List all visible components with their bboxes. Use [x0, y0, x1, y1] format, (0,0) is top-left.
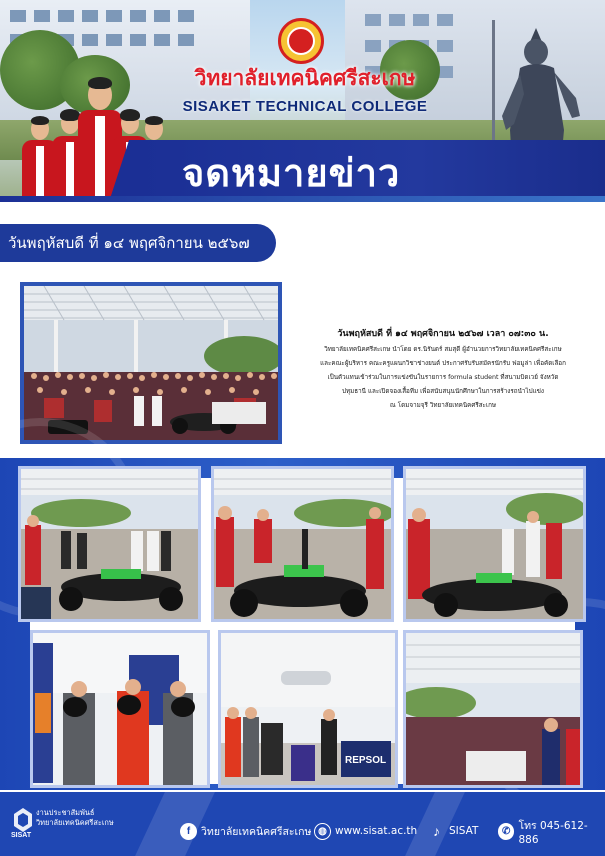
- repsol-banner-text: REPSOL: [345, 755, 387, 766]
- article-body: [288, 343, 598, 413]
- event-photo-1: [18, 466, 201, 622]
- tiktok-icon: ♪: [433, 823, 440, 839]
- phone-label: โทร 045-612-886: [518, 819, 588, 846]
- date-text: วันพฤหัสบดี ที่ ๑๔ พฤศจิกายน ๒๕๖๗: [8, 234, 250, 252]
- event-photo-5: [218, 630, 398, 788]
- event-photo-3: [403, 466, 586, 622]
- tiktok-label: SISAT: [449, 825, 479, 837]
- event-photo-6: [403, 630, 583, 788]
- article-line: ปทุมธานี และเปิดจองเสื้อทีม เพื่อสนับสนุนนักศึกษาในการสร้างรถนำไปแข่ง: [341, 388, 545, 395]
- globe-icon: ◍: [314, 823, 331, 840]
- article-line: เป็นตัวแทนเข้าร่วมในการแข่งขันในรายการ formula student ที่สนามบิดเวย์ จังหวัด: [327, 374, 559, 381]
- footer-brand: SISAT: [11, 832, 32, 839]
- facebook-link[interactable]: [180, 822, 311, 840]
- tiktok-link[interactable]: [428, 822, 478, 840]
- article-headline: วันพฤหัสบดี ที่ ๑๔ พฤศจิกายน ๒๕๖๗ เวลา ๐๗:๓๐ น.: [337, 329, 549, 339]
- article-line: ณ โดมจามจุรี วิทยาลัยเทคนิคศรีสะเกษ: [389, 402, 497, 409]
- phone-link[interactable]: [498, 819, 605, 846]
- dept-line: งานประชาสัมพันธ์: [36, 808, 95, 817]
- college-name-thai: วิทยาลัยเทคนิคศรีสะเกษ: [194, 66, 416, 90]
- website-link[interactable]: [314, 822, 417, 840]
- date-label: [0, 224, 276, 262]
- article-line: วิทยาลัยเทคนิคศรีสะเกษ นำโดย ดร.นิรันดร์ สมสุดี ผู้อำนวยการวิทยาลัยเทคนิคศรีสะเกษ: [324, 346, 562, 353]
- website-label: www.sisat.ac.th: [335, 825, 418, 837]
- article-text: [288, 326, 598, 413]
- facebook-label: วิทยาลัยเทคนิคศรีสะเกษ: [201, 825, 312, 838]
- dept-line: วิทยาลัยเทคนิคศรีสะเกษ: [36, 818, 114, 827]
- newsletter-title: จดหมายข่าว: [182, 151, 401, 195]
- college-logo: [278, 18, 324, 64]
- facebook-icon: f: [180, 823, 197, 840]
- event-photo-2: [211, 466, 394, 622]
- phone-icon: ✆: [498, 823, 514, 840]
- article-line: และคณะผู้บริหาร คณะครูแผนกวิชาช่างยนต์ ประกาศรับรับสมัครนักรับ ฟอมูล่า เพื่อคัดเลือก: [320, 360, 566, 367]
- event-photo-4: [30, 630, 210, 788]
- college-name-english: SISAKET TECHNICAL COLLEGE: [182, 98, 428, 115]
- footer-department: [36, 808, 114, 828]
